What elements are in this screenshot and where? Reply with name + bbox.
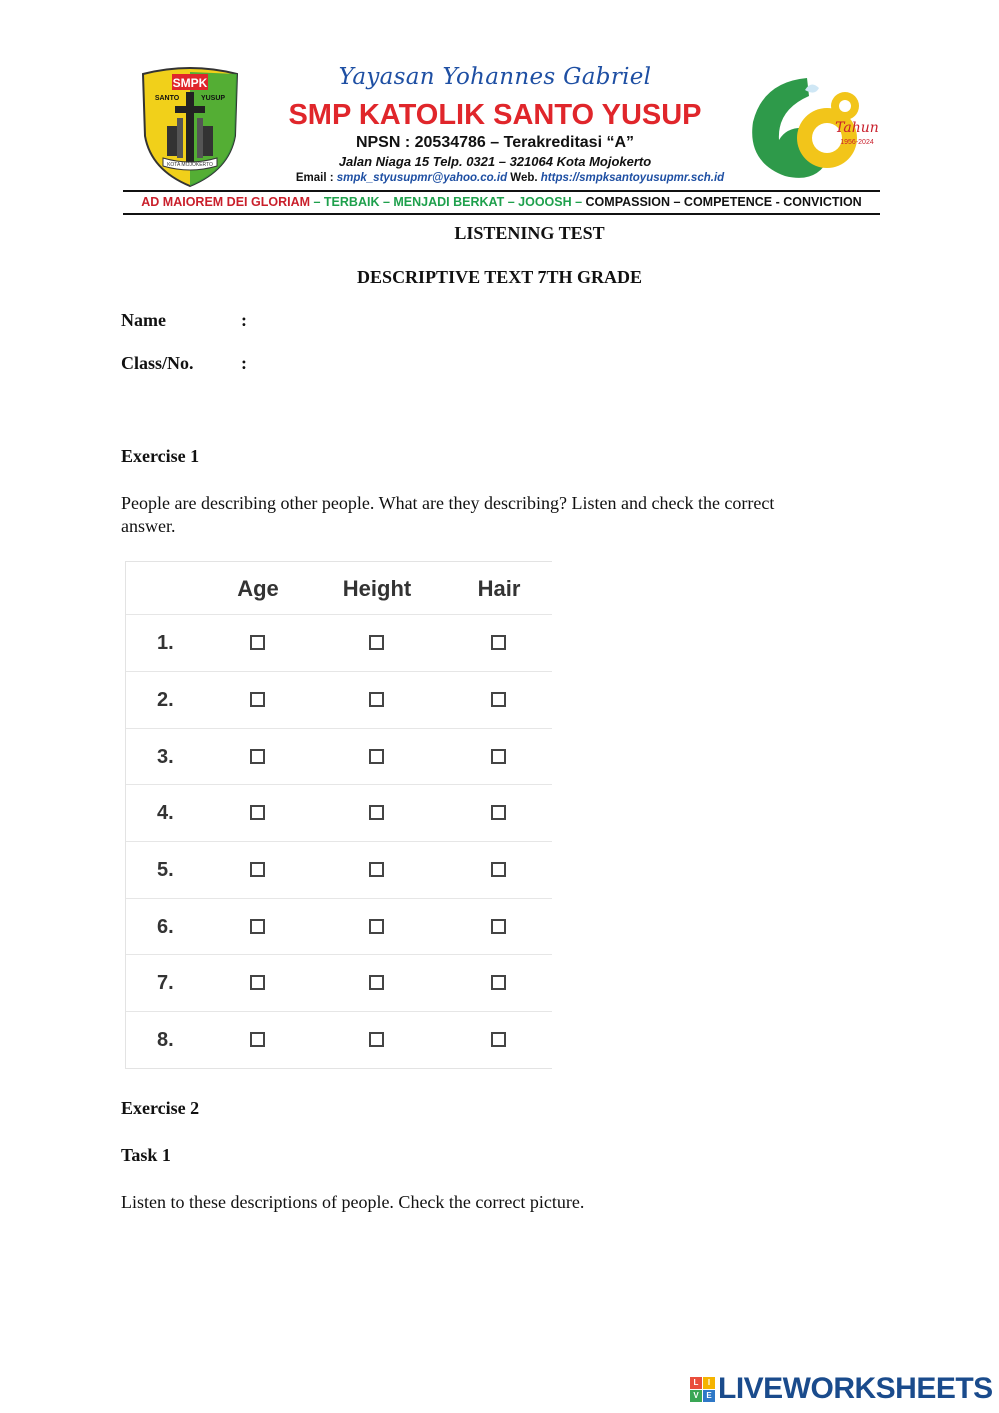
row-divider: [126, 671, 552, 672]
checkbox-row3-height[interactable]: [369, 749, 384, 764]
checkbox-row2-hair[interactable]: [491, 692, 506, 707]
exercise-2-instruction: Listen to these descriptions of people. Check the correct picture.: [121, 1192, 585, 1212]
anniversary-logo-icon: [745, 70, 880, 182]
exercise-1-heading: Exercise 1: [121, 446, 200, 466]
motto-values: – TERBAIK – MENJADI BERKAT – JOOOSH –: [310, 195, 586, 209]
column-header-hair: Hair: [477, 576, 521, 601]
checkbox-row3-age[interactable]: [250, 749, 265, 764]
checkbox-row5-height[interactable]: [369, 862, 384, 877]
row-divider: [126, 954, 552, 955]
logo-letter-i: I: [703, 1377, 715, 1389]
email-label: Email :: [295, 172, 334, 184]
checkbox-row1-height[interactable]: [369, 635, 384, 650]
column-header-height: Height: [342, 576, 412, 601]
name-colon: :: [241, 310, 247, 330]
checkbox-row8-height[interactable]: [369, 1032, 384, 1047]
task-1-heading: Task 1: [121, 1145, 171, 1165]
checkbox-row6-age[interactable]: [250, 919, 265, 934]
row-number-2: 2.: [157, 689, 174, 711]
foundation-name: Yayasan Yohannes Gabriel: [338, 64, 652, 90]
website-link[interactable]: https://smpksantoyusupmr.sch.id: [540, 172, 725, 184]
row-number-3: 3.: [157, 746, 174, 768]
liveworksheets-brand[interactable]: [690, 1372, 993, 1406]
checkbox-row8-hair[interactable]: [491, 1032, 506, 1047]
checkbox-row1-age[interactable]: [250, 635, 265, 650]
logo-letter-v: V: [690, 1390, 702, 1402]
svg-text:Tahun: Tahun: [835, 120, 879, 136]
header-rule-top: [123, 190, 880, 192]
row-number-6: 6.: [157, 916, 174, 938]
instruction-line-2: answer.: [121, 516, 176, 536]
contact-line: [230, 172, 790, 184]
row-number-1: 1.: [157, 632, 174, 654]
checkbox-row1-hair[interactable]: [491, 635, 506, 650]
liveworksheets-logo-icon: [690, 1377, 714, 1401]
svg-text:YUSUP: YUSUP: [200, 95, 226, 102]
school-address: Jalan Niaga 15 Telp. 0321 – 321064 Kota Mojokerto: [338, 154, 652, 169]
checkbox-row2-height[interactable]: [369, 692, 384, 707]
instruction-line-1: People are describing other people. What are they describing? Listen and check the correct: [121, 493, 775, 513]
checkbox-row4-height[interactable]: [369, 805, 384, 820]
row-divider: [126, 1011, 552, 1012]
answer-table: [125, 561, 552, 1069]
row-divider: [126, 841, 552, 842]
logo-letter-l: L: [690, 1377, 702, 1389]
svg-text:SANTO: SANTO: [154, 95, 180, 102]
logo-letter-e: E: [703, 1390, 715, 1402]
test-title: LISTENING TEST: [454, 223, 605, 243]
brand-name: LIVEWORKSHEETS: [718, 1372, 993, 1405]
svg-text:KOTA MOJOKERTO: KOTA MOJOKERTO: [167, 162, 213, 168]
row-divider: [126, 614, 552, 615]
motto-principles: COMPASSION – COMPETENCE - CONVICTION: [585, 195, 862, 209]
email-link[interactable]: smpk_styusupmr@yahoo.co.id: [336, 172, 508, 184]
checkbox-row7-hair[interactable]: [491, 975, 506, 990]
row-number-7: 7.: [157, 972, 174, 994]
checkbox-row4-hair[interactable]: [491, 805, 506, 820]
class-label: Class/No.: [121, 353, 194, 373]
name-label: Name: [121, 310, 166, 330]
checkbox-row5-age[interactable]: [250, 862, 265, 877]
exercise-1-instruction: [121, 492, 881, 538]
motto-latin: AD MAIOREM DEI GLORIAM: [141, 195, 311, 209]
svg-text:SMPK: SMPK: [172, 76, 208, 90]
npsn-accreditation: NPSN : 20534786 – Terakreditasi “A”: [355, 134, 635, 151]
checkbox-row2-age[interactable]: [250, 692, 265, 707]
checkbox-row8-age[interactable]: [250, 1032, 265, 1047]
row-number-8: 8.: [157, 1029, 174, 1051]
checkbox-row4-age[interactable]: [250, 805, 265, 820]
header-rule-bottom: [123, 213, 880, 215]
class-colon: :: [241, 353, 247, 373]
column-header-age: Age: [237, 576, 279, 601]
checkbox-row7-age[interactable]: [250, 975, 265, 990]
school-crest-icon: [137, 66, 243, 188]
checkbox-row5-hair[interactable]: [491, 862, 506, 877]
checkbox-row7-height[interactable]: [369, 975, 384, 990]
row-number-5: 5.: [157, 859, 174, 881]
checkbox-row3-hair[interactable]: [491, 749, 506, 764]
row-divider: [126, 728, 552, 729]
row-divider: [126, 898, 552, 899]
checkbox-row6-hair[interactable]: [491, 919, 506, 934]
row-number-4: 4.: [157, 802, 174, 824]
row-divider: [126, 784, 552, 785]
exercise-2-heading: Exercise 2: [121, 1098, 200, 1118]
school-motto: [123, 195, 880, 209]
test-subtitle: DESCRIPTIVE TEXT 7TH GRADE: [357, 267, 642, 287]
web-label: Web.: [510, 172, 538, 184]
svg-text:1956-2024: 1956-2024: [840, 139, 874, 146]
checkbox-row6-height[interactable]: [369, 919, 384, 934]
school-name: SMP KATOLIK SANTO YUSUP: [288, 99, 702, 131]
